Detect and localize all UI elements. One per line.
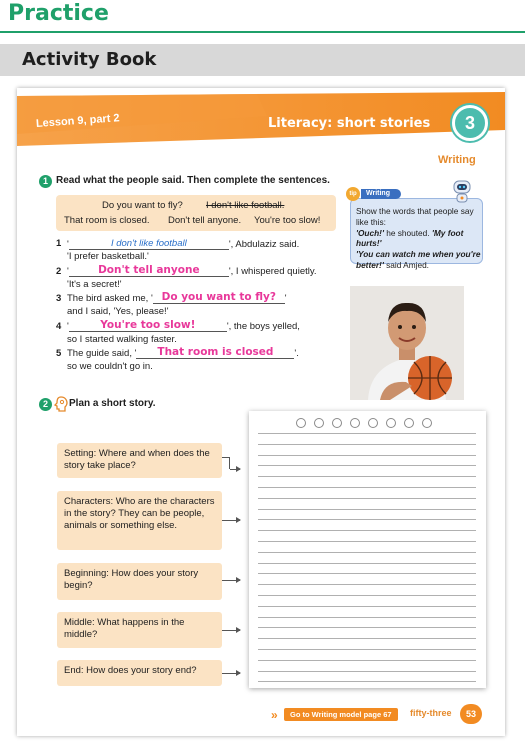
sentence-end: ', the boys yelled, (226, 321, 300, 332)
answer-blank[interactable] (136, 347, 294, 359)
tip-quote: 'You can watch me when you're better!' (356, 249, 481, 270)
item-number: 2 (56, 266, 62, 277)
notebook-line (258, 530, 476, 531)
notebook-line (258, 509, 476, 510)
plan-prompt-middle: Middle: What happens in the middle? (57, 612, 222, 648)
word-box-phrase: Don't tell anyone. (168, 215, 242, 226)
notebook-line (258, 671, 476, 672)
tip-tag: Writing (361, 189, 401, 199)
notebook-line (258, 552, 476, 553)
notebook-line (258, 541, 476, 542)
robot-icon (450, 178, 474, 204)
sentence-continuation: 'I prefer basketball.' (67, 251, 149, 262)
exercise-2-badge: 2 (39, 398, 52, 411)
item-number: 5 (56, 348, 62, 359)
notebook-ring (314, 418, 324, 428)
word-box-phrase: Do you want to fly? (102, 200, 183, 211)
notebook-line (258, 649, 476, 650)
word-box-phrase-used: I don't like football. (206, 200, 285, 211)
notebook-line (258, 498, 476, 499)
sentence-item-3 (67, 292, 287, 304)
sentence-item-2 (67, 265, 317, 277)
arrow-beginning (222, 580, 240, 581)
answer-text: Don't tell anyone (98, 264, 200, 276)
tip-quote: 'My foot hurts!' (356, 227, 464, 249)
answer-blank[interactable] (69, 320, 227, 332)
plan-prompt-beginning: Beginning: How does your story begin? (57, 563, 222, 600)
sentence-start: The bird asked me, ' (67, 293, 153, 304)
plan-prompt-setting: Setting: Where and when does the story take place? (57, 443, 222, 478)
answer-text: Do you want to fly? (161, 291, 276, 303)
sentence-item-4 (67, 320, 300, 332)
notebook-line (258, 627, 476, 628)
arrow-connector (222, 457, 230, 469)
sentence-item-1 (67, 238, 299, 250)
sentence-start: ' (67, 239, 69, 250)
answer-text: That room is closed (157, 346, 274, 358)
notebook-line (258, 595, 476, 596)
unit-title: Literacy: short stories (268, 116, 431, 131)
tip-narration: said Amjed. (383, 259, 429, 270)
sentence-end: ' (284, 293, 287, 304)
tip-badge: tip (346, 187, 360, 201)
answer-blank[interactable] (69, 238, 229, 250)
page-number-words: fifty-three (410, 708, 452, 718)
sentence-item-5 (67, 347, 299, 359)
page-subtitle: Activity Book (22, 49, 157, 70)
notebook-line (258, 465, 476, 466)
notebook-line (258, 487, 476, 488)
unit-number-badge: 3 (452, 105, 488, 141)
notebook-line (258, 660, 476, 661)
sentence-end: ', Abdulaziz said. (228, 239, 300, 250)
sentence-continuation: and I said, 'Yes, please!' (67, 306, 169, 317)
notebook-ring (368, 418, 378, 428)
notebook-line (258, 617, 476, 618)
notebook-ring (422, 418, 432, 428)
notebook-ring (296, 418, 306, 428)
arrow-middle (222, 630, 240, 631)
word-box-phrase: That room is closed. (64, 215, 150, 226)
notebook-ring (350, 418, 360, 428)
notebook-ring (332, 418, 342, 428)
word-box (56, 195, 336, 231)
notebook-ring (386, 418, 396, 428)
arrow-setting (230, 469, 240, 470)
tip-quote: 'Ouch!' (356, 227, 384, 238)
chevron-right-icon: » (271, 708, 278, 722)
page-title: Practice (8, 1, 109, 26)
notebook-line (258, 519, 476, 520)
notebook-line (258, 455, 476, 456)
page-number-badge: 53 (460, 704, 482, 724)
sentence-continuation: 'It's a secret!' (67, 279, 122, 290)
notebook-writing-area[interactable] (249, 411, 486, 688)
item-number: 3 (56, 293, 62, 304)
sentence-end: '. (294, 348, 299, 359)
writing-model-link[interactable]: Go to Writing model page 67 (284, 708, 398, 721)
sentence-continuation: so I started walking faster. (67, 334, 177, 345)
answer-text: You're too slow! (100, 319, 196, 331)
boy-with-basketball-photo (350, 286, 464, 400)
answer-blank[interactable] (69, 265, 229, 277)
plan-prompt-characters: Characters: Who are the characters in the story? They can be people, animals or something else. (57, 491, 222, 550)
notebook-ring (404, 418, 414, 428)
tip-text (356, 206, 481, 271)
plan-prompt-end: End: How does your story end? (57, 660, 222, 686)
tip-intro: Show the words that people say like this: (356, 206, 474, 227)
sentence-start: The guide said, ' (67, 348, 137, 359)
notebook-line (258, 573, 476, 574)
notebook-line (258, 444, 476, 445)
notebook-line (258, 681, 476, 682)
sentence-start: ' (67, 266, 69, 277)
notebook-line (258, 433, 476, 434)
lesson-label: Lesson 9, part 2 (35, 112, 120, 130)
item-number: 4 (56, 321, 62, 332)
notebook-line (258, 606, 476, 607)
notebook-line (258, 476, 476, 477)
tip-narration: he shouted. (383, 227, 432, 238)
word-box-phrase: You're too slow! (254, 215, 321, 226)
sentence-end: ', I whispered quietly. (228, 266, 317, 277)
notebook-line (258, 563, 476, 564)
section-name: Writing (438, 154, 476, 166)
exercise-1-badge: 1 (39, 175, 52, 188)
item-number: 1 (56, 238, 62, 249)
arrow-end (222, 673, 240, 674)
thinking-head-icon (54, 396, 68, 412)
title-rule (0, 31, 525, 33)
exercise-1-instruction: Read what the people said. Then complete the sentences. (56, 175, 330, 186)
answer-text: I don't like football (110, 238, 187, 249)
sentence-continuation: so we couldn't go in. (67, 361, 153, 372)
notebook-line (258, 584, 476, 585)
arrow-characters (222, 520, 240, 521)
sentence-start: ' (67, 321, 69, 332)
answer-blank[interactable] (153, 292, 285, 304)
exercise-2-instruction: Plan a short story. (69, 398, 156, 409)
notebook-line (258, 638, 476, 639)
